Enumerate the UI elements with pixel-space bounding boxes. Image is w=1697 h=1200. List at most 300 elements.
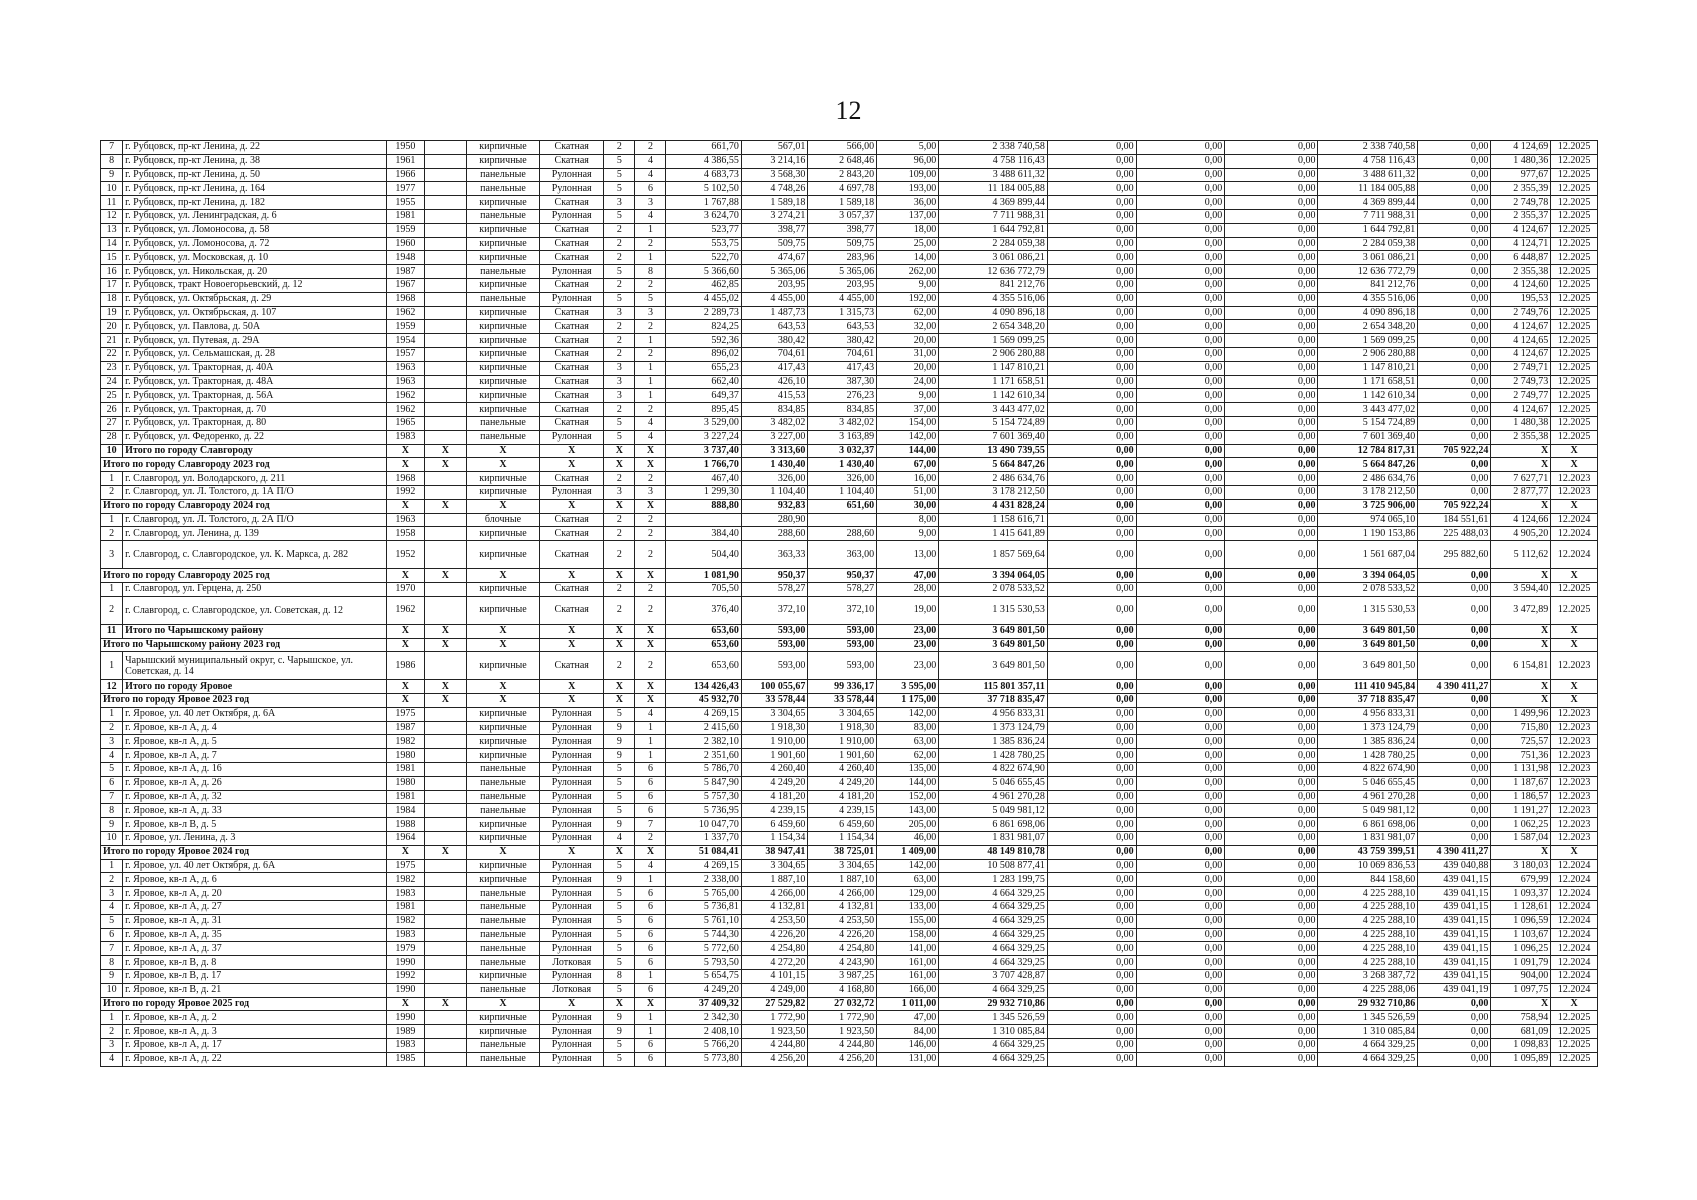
table-cell: 5 [604,182,635,196]
table-cell: 4 254,80 [741,942,808,956]
total-row [101,624,1598,638]
table-cell: 280,90 [741,513,808,527]
table-cell: 1 373 124,79 [939,721,1048,735]
table-cell: X [604,997,635,1011]
table-cell: 0,00 [1136,251,1225,265]
table-cell: кирпичные [466,970,539,984]
table-cell: 0,00 [1225,499,1318,513]
table-cell: 0,00 [1136,680,1225,694]
table-cell: 5 049 981,12 [1318,804,1418,818]
table-cell: 1982 [387,735,425,749]
table-cell: X [604,638,635,652]
table-cell: 9 [604,749,635,763]
table-cell: 0,00 [1047,694,1136,708]
table-cell: г. Яровое, кв-л А, д. 5 [123,735,387,749]
table-cell: 950,37 [808,569,877,583]
table-cell [424,527,466,541]
table-cell: 109,00 [877,168,939,182]
table-cell: 155,00 [877,914,939,928]
table-cell: Рулонная [540,776,604,790]
table-cell: 193,00 [877,182,939,196]
table-row [101,527,1598,541]
table-cell: 2 [604,527,635,541]
table-cell: 12.2023 [1551,707,1598,721]
table-cell: 12.2025 [1551,141,1598,155]
table-cell: кирпичные [466,749,539,763]
table-cell: г. Рубцовск, тракт Новоегорьевский, д. 12 [123,278,387,292]
table-cell: кирпичные [466,320,539,334]
table-cell: 4 253,50 [741,914,808,928]
table-cell [424,375,466,389]
table-cell: 439 041,19 [1418,983,1491,997]
table-cell: 4 822 674,90 [939,763,1048,777]
table-cell: 24 [101,375,123,389]
table-cell: 1 191,27 [1491,804,1551,818]
table-cell: 205,00 [877,818,939,832]
table-cell: 888,80 [666,499,741,513]
table-cell: Скатная [540,237,604,251]
table-cell: 8,00 [877,513,939,527]
table-row [101,541,1598,569]
table-cell: кирпичные [466,818,539,832]
table-cell: 5 765,00 [666,887,741,901]
table-cell: 1984 [387,804,425,818]
table-cell: X [1551,997,1598,1011]
table-cell: 12.2025 [1551,168,1598,182]
table-cell: 0,00 [1047,596,1136,624]
table-row [101,375,1598,389]
table-cell: 203,95 [741,278,808,292]
table-cell: 7 [101,141,123,155]
table-cell: 1962 [387,403,425,417]
table-cell: Рулонная [540,804,604,818]
table-cell: 2 382,10 [666,735,741,749]
table-cell: 5 [635,292,666,306]
table-cell: г. Яровое, кв-л А, д. 26 [123,776,387,790]
table-cell: 1 589,18 [741,196,808,210]
table-cell: 12 [101,680,123,694]
table-cell: 4 [635,154,666,168]
table-cell: 5 [604,942,635,956]
table-cell: 1 171 658,51 [1318,375,1418,389]
table-cell: 0,00 [1047,1025,1136,1039]
table-cell: 161,00 [877,956,939,970]
table-cell: 5 [604,928,635,942]
table-cell: Итого по городу Яровое 2024 год [101,845,387,859]
table-cell: 1 142 610,34 [939,389,1048,403]
table-cell: 0,00 [1047,638,1136,652]
table-cell: 0,00 [1225,320,1318,334]
table-cell: Рулонная [540,265,604,279]
table-cell: 0,00 [1047,735,1136,749]
table-cell: 4 132,81 [808,901,877,915]
table-cell: 12.2025 [1551,375,1598,389]
table-cell: 0,00 [1136,970,1225,984]
table-cell: 2 [635,513,666,527]
table-cell: 23,00 [877,652,939,680]
table-cell: 1990 [387,956,425,970]
table-cell: 4 243,90 [808,956,877,970]
table-cell: панельные [466,1039,539,1053]
table-cell: 3 529,00 [666,416,741,430]
table-cell: 0,00 [1225,832,1318,846]
table-cell: 32,00 [877,320,939,334]
table-cell: 824,25 [666,320,741,334]
table-cell: 1983 [387,887,425,901]
table-cell: 0,00 [1225,582,1318,596]
table-cell: 4 244,80 [741,1039,808,1053]
table-cell: 6 [635,804,666,818]
table-cell: 5 [604,776,635,790]
table-cell: X [1551,694,1598,708]
table-cell: 2 284 059,38 [1318,237,1418,251]
table-cell: X [466,845,539,859]
table-cell: 4 664 329,25 [939,887,1048,901]
table-cell: г. Яровое, кв-л А, д. 6 [123,873,387,887]
table-cell: 4 124,67 [1491,347,1551,361]
table-cell: 0,00 [1418,721,1491,735]
table-cell: X [1491,694,1551,708]
table-cell: панельные [466,292,539,306]
table-cell: 0,00 [1225,403,1318,417]
table-cell: 4 390 411,27 [1418,680,1491,694]
table-cell: 0,00 [1136,983,1225,997]
table-cell: 1979 [387,942,425,956]
table-cell: 439 041,15 [1418,928,1491,942]
table-cell: г. Славгород, ул. Володарского, д. 211 [123,472,387,486]
table-cell: 0,00 [1418,707,1491,721]
table-cell [424,776,466,790]
table-cell: X [635,845,666,859]
table-cell: 0,00 [1225,251,1318,265]
table-cell: 1 [635,223,666,237]
table-cell: 62,00 [877,306,939,320]
table-cell: X [1551,444,1598,458]
table-cell: 6 [635,776,666,790]
table-cell: 2 408,10 [666,1025,741,1039]
table-cell: 5 [604,292,635,306]
table-cell: 4 226,20 [808,928,877,942]
table-cell: X [635,680,666,694]
table-cell: 0,00 [1225,845,1318,859]
table-cell [424,596,466,624]
table-cell: 387,30 [808,375,877,389]
table-cell: 0,00 [1225,694,1318,708]
table-cell: 2 [635,832,666,846]
table-cell: Скатная [540,141,604,155]
table-cell: 0,00 [1047,928,1136,942]
table-cell: 0,00 [1136,168,1225,182]
table-cell: кирпичные [466,707,539,721]
table-cell: 0,00 [1225,997,1318,1011]
table-cell: 12.2025 [1551,430,1598,444]
table-cell: Итого по городу Яровое [123,680,387,694]
table-cell: 0,00 [1136,804,1225,818]
table-cell: 45 932,70 [666,694,741,708]
table-cell: 6 [635,790,666,804]
table-cell: 4 369 899,44 [1318,196,1418,210]
table-row [101,416,1598,430]
table-cell: 12.2025 [1551,361,1598,375]
table-cell: 1990 [387,1011,425,1025]
table-cell: X [604,499,635,513]
table-cell: 704,61 [808,347,877,361]
table-cell: 593,00 [808,652,877,680]
table-cell: 144,00 [877,776,939,790]
table-cell [424,223,466,237]
table-cell: Скатная [540,320,604,334]
table-cell: 2 351,60 [666,749,741,763]
table-cell: 0,00 [1225,763,1318,777]
table-cell: 4 225 288,10 [1318,887,1418,901]
table-cell: 1992 [387,485,425,499]
table-cell: 0,00 [1047,804,1136,818]
table-cell: 1 345 526,59 [1318,1011,1418,1025]
table-cell: 725,57 [1491,735,1551,749]
table-cell: 0,00 [1418,361,1491,375]
table-cell: 0,00 [1418,776,1491,790]
table-cell: 0,00 [1047,375,1136,389]
table-cell: 655,23 [666,361,741,375]
table-cell: г. Рубцовск, ул. Тракторная, д. 40А [123,361,387,375]
table-cell: X [424,997,466,1011]
table-cell: 653,60 [666,638,741,652]
table-row [101,265,1598,279]
table-cell: 0,00 [1047,776,1136,790]
table-cell: Итого по городу Яровое 2025 год [101,997,387,1011]
table-cell: 2 [635,403,666,417]
table-cell: 1 345 526,59 [939,1011,1048,1025]
table-cell: 0,00 [1225,265,1318,279]
table-row [101,983,1598,997]
table-cell: 20 [101,320,123,334]
table-cell: 1989 [387,1025,425,1039]
table-cell: 7 [635,818,666,832]
table-cell: 1954 [387,334,425,348]
table-cell: 0,00 [1047,182,1136,196]
table-cell: X [604,624,635,638]
table-cell: г. Рубцовск, пр-кт Ленина, д. 182 [123,196,387,210]
table-cell: 0,00 [1225,707,1318,721]
table-cell: 593,00 [808,624,877,638]
table-cell: 27 529,82 [741,997,808,1011]
table-cell: 5 772,60 [666,942,741,956]
table-cell: 0,00 [1136,1011,1225,1025]
table-cell: 0,00 [1047,541,1136,569]
table-cell: 84,00 [877,1025,939,1039]
table-cell: 4 254,80 [808,942,877,956]
table-cell: 4 [635,416,666,430]
table-cell: X [424,444,466,458]
table-cell [424,1011,466,1025]
table-cell [424,928,466,942]
table-cell: 4 664 329,25 [1318,1052,1418,1066]
table-cell: 0,00 [1418,735,1491,749]
table-cell: 0,00 [1136,334,1225,348]
table-cell [424,707,466,721]
table-cell [666,513,741,527]
table-cell: 63,00 [877,735,939,749]
table-cell: 12.2025 [1551,334,1598,348]
table-cell: 9,00 [877,389,939,403]
table-cell: Рулонная [540,182,604,196]
table-cell: 3 061 086,21 [939,251,1048,265]
table-cell: 5 [101,763,123,777]
table-cell: кирпичные [466,1011,539,1025]
table-cell: 6 861 698,06 [939,818,1048,832]
table-cell: 417,43 [808,361,877,375]
table-cell: 11 184 005,88 [1318,182,1418,196]
table-row [101,209,1598,223]
table-cell: 195,53 [1491,292,1551,306]
table-cell: 27 [101,416,123,430]
table-cell: 0,00 [1418,416,1491,430]
table-cell: панельные [466,430,539,444]
table-cell: г. Рубцовск, пр-кт Ленина, д. 38 [123,154,387,168]
table-cell: X [387,499,425,513]
table-cell [424,306,466,320]
table-cell: 3 178 212,50 [1318,485,1418,499]
table-cell: Рулонная [540,873,604,887]
table-cell: 3 624,70 [666,209,741,223]
table-cell: панельные [466,804,539,818]
table-cell: 262,00 [877,265,939,279]
table-cell: 1 315 530,53 [939,596,1048,624]
table-cell: 0,00 [1225,956,1318,970]
table-cell: 1 772,90 [741,1011,808,1025]
table-cell: 2 355,39 [1491,182,1551,196]
table-cell: кирпичные [466,375,539,389]
table-cell: 841 212,76 [939,278,1048,292]
table-cell: 715,80 [1491,721,1551,735]
table-cell: 3 649 801,50 [1318,624,1418,638]
table-cell: 4 905,20 [1491,527,1551,541]
table-cell: 3 443 477,02 [939,403,1048,417]
table-cell: 4 090 896,18 [939,306,1048,320]
table-cell: X [635,694,666,708]
table-cell: 3 304,65 [808,859,877,873]
table-cell: кирпичные [466,141,539,155]
table-cell: 5 365,06 [741,265,808,279]
table-cell: 2 [635,541,666,569]
table-cell: 5 [604,804,635,818]
table-cell: X [604,694,635,708]
table-cell: X [387,638,425,652]
table-cell: 3 482,02 [741,416,808,430]
table-cell: 0,00 [1047,1052,1136,1066]
table-cell: 144,00 [877,444,939,458]
table-cell: 2 749,77 [1491,389,1551,403]
table-cell: 509,75 [741,237,808,251]
table-cell: кирпичные [466,196,539,210]
table-cell: X [1551,499,1598,513]
table-cell: 0,00 [1225,375,1318,389]
table-cell: 7 [101,790,123,804]
table-cell: 1950 [387,141,425,155]
table-cell: 28 [101,430,123,444]
table-cell: 4 758 116,43 [1318,154,1418,168]
table-cell: 904,00 [1491,970,1551,984]
table-cell: г. Яровое, кв-л А, д. 2 [123,1011,387,1025]
table-cell: 5 793,50 [666,956,741,970]
table-cell: 1 093,37 [1491,887,1551,901]
table-row [101,735,1598,749]
table-cell: 5 [604,763,635,777]
table-cell: 5 [604,887,635,901]
table-cell: Скатная [540,513,604,527]
table-cell: г. Яровое, кв-л А, д. 7 [123,749,387,763]
table-cell: 1952 [387,541,425,569]
table-cell: Скатная [540,416,604,430]
table-cell: 415,53 [741,389,808,403]
table-cell: 4 455,00 [741,292,808,306]
table-cell: 0,00 [1225,1011,1318,1025]
table-cell: 36,00 [877,196,939,210]
table-cell: 4 132,81 [741,901,808,915]
table-row [101,956,1598,970]
table-cell: 834,85 [808,403,877,417]
table-cell: 1 186,57 [1491,790,1551,804]
table-cell: 0,00 [1136,569,1225,583]
table-cell [424,430,466,444]
table-cell: 0,00 [1225,485,1318,499]
table-row [101,389,1598,403]
table-cell: 0,00 [1418,1052,1491,1066]
table-cell: 1 [635,749,666,763]
table-cell: 166,00 [877,983,939,997]
table-cell: 5 112,62 [1491,541,1551,569]
table-cell: 37 409,32 [666,997,741,1011]
table-cell: 0,00 [1225,472,1318,486]
table-cell: 4 664 329,25 [939,901,1048,915]
table-cell: 643,53 [808,320,877,334]
table-cell: 4 272,20 [741,956,808,970]
table-cell: 5 744,30 [666,928,741,942]
table-cell: X [635,444,666,458]
table-cell: 4 124,67 [1491,403,1551,417]
table-cell: 1 918,30 [741,721,808,735]
table-row [101,182,1598,196]
table-cell: 1963 [387,513,425,527]
table-cell: 0,00 [1136,361,1225,375]
table-cell: 8 [101,804,123,818]
table-cell: г. Яровое, ул. 40 лет Октября, д. 6А [123,859,387,873]
table-cell: 1 147 810,21 [1318,361,1418,375]
table-cell: 192,00 [877,292,939,306]
table-cell: 137,00 [877,209,939,223]
table-cell: 4 956 833,31 [939,707,1048,721]
table-cell: Рулонная [540,721,604,735]
table-cell: 0,00 [1136,541,1225,569]
table-cell: 578,27 [808,582,877,596]
table-cell: 0,00 [1418,306,1491,320]
table-cell [424,182,466,196]
table-cell: 3 163,89 [808,430,877,444]
table-cell: 467,40 [666,472,741,486]
table-cell: кирпичные [466,485,539,499]
table-cell: 0,00 [1136,721,1225,735]
table-cell: 1975 [387,707,425,721]
table-cell: 0,00 [1047,680,1136,694]
table-row [101,749,1598,763]
table-cell: 51,00 [877,485,939,499]
table-cell: г. Славгород, с. Славгородское, ул. К. Маркса, д. 282 [123,541,387,569]
table-cell: 9 [604,1025,635,1039]
table-cell: 4 [635,168,666,182]
table-cell: Рулонная [540,887,604,901]
table-cell: 0,00 [1418,749,1491,763]
table-cell: 4 101,15 [741,970,808,984]
